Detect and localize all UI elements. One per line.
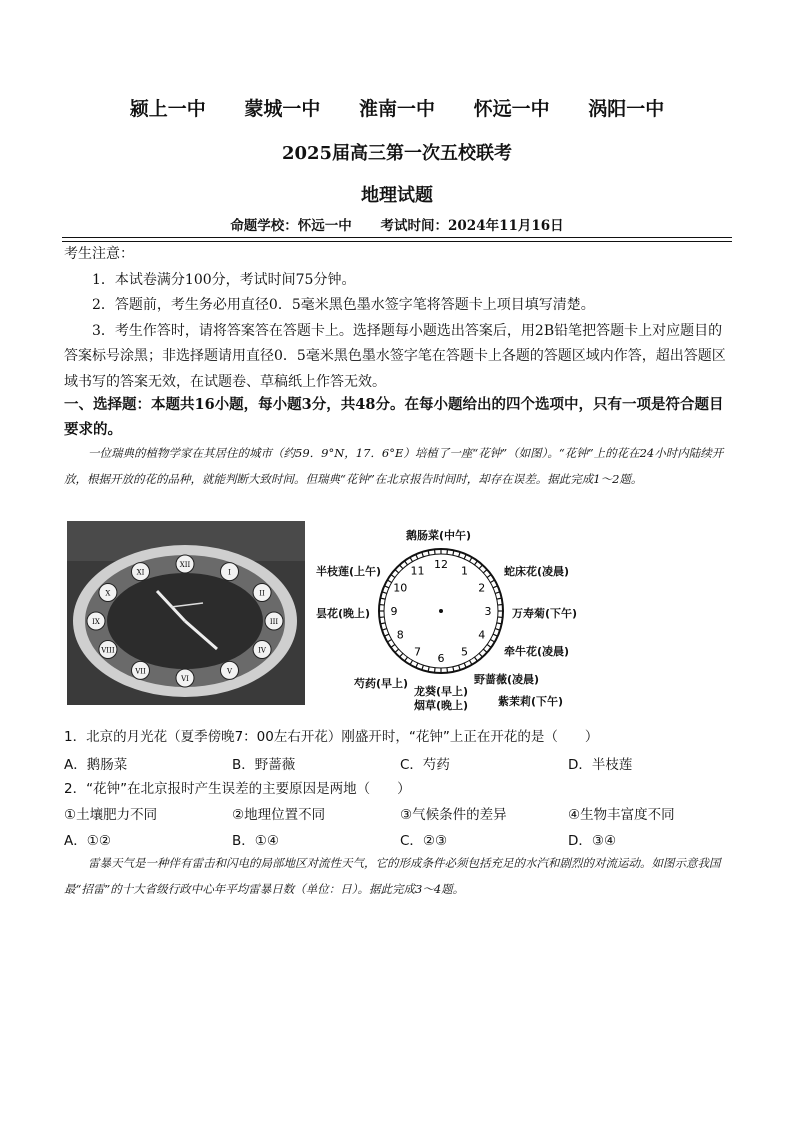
clock-tick (447, 668, 448, 673)
option-a[interactable]: A．鹅肠菜 (64, 757, 128, 773)
photo-numeral: XII (179, 561, 191, 569)
flower-clock-photo (67, 521, 305, 705)
clock-tick (400, 653, 403, 657)
clock-tick (384, 586, 389, 588)
label-tobacco: 烟草(晚上) (414, 699, 469, 712)
photo-numeral: VIII (101, 646, 115, 655)
exam-meta (0, 214, 794, 234)
clock-tick (379, 605, 384, 606)
notice-heading: 考生注意： (64, 246, 134, 262)
clock-number: 1 (461, 564, 468, 578)
statement-3: ③气候条件的差异 (400, 807, 507, 823)
clock-tick (490, 640, 494, 643)
question-2-options (64, 829, 734, 849)
option-b[interactable]: B．野蔷薇 (232, 757, 296, 773)
clock-tick (405, 657, 408, 661)
school-name: 颍上一中 (129, 98, 206, 120)
question-2-stem: 2．“花钟”在北京报时产生误差的主要原因是两地（ ） (64, 781, 411, 797)
clock-number: 4 (478, 628, 486, 642)
clock-tick (475, 561, 478, 565)
clock-tick (464, 554, 466, 559)
clock-tick (382, 592, 387, 594)
photo-numeral: VI (181, 675, 189, 683)
clock-tick (395, 649, 399, 652)
clock-tick (422, 665, 424, 670)
flower-clock-photo-svg (67, 521, 305, 705)
photo-numeral: VII (135, 667, 146, 676)
clock-tick (470, 557, 473, 561)
clock-tick (382, 629, 387, 631)
option-c[interactable]: C．②③ (400, 833, 448, 849)
school-name: 涡阳一中 (588, 98, 665, 120)
photo-numeral: III (269, 618, 279, 626)
clock-tick (379, 617, 384, 618)
school-name: 怀远一中 (473, 98, 550, 120)
clock-number: 11 (410, 564, 425, 578)
exam-subject: 地理试题 (361, 185, 433, 206)
clock-tick (416, 663, 418, 668)
flower-clock-diagram (306, 521, 596, 711)
clock-number: 2 (478, 581, 486, 595)
photo-numeral: IV (258, 646, 266, 655)
question-1-stem: 1．北京的月光花（夏季傍晚7：00左右开花）刚盛开时，“花钟”上正在开花的是（ ） (64, 729, 599, 745)
setter-school: 命题学校：怀远一中 (230, 218, 352, 234)
photo-numeral: V (226, 667, 233, 676)
clock-tick (405, 561, 408, 565)
photo-numeral: II (259, 589, 265, 598)
label-peony: 芍药(早上) (354, 677, 409, 690)
clock-tick (483, 570, 487, 573)
clock-tick (459, 552, 461, 557)
header-rule (62, 237, 732, 238)
clock-tick (479, 653, 482, 657)
clock-number: 5 (461, 645, 468, 659)
clock-number: 10 (393, 581, 408, 595)
candidate-notice (64, 242, 734, 395)
clock-tick (475, 657, 478, 661)
clock-tick (410, 660, 413, 664)
label-portulaca: 半枝莲(上午) (316, 565, 382, 578)
clock-tick (391, 575, 395, 578)
question-1-options (64, 753, 734, 773)
clock-tick (487, 575, 491, 578)
photo-numeral: I (228, 568, 231, 577)
clock-number: 6 (437, 652, 445, 665)
label-nightshade: 龙葵(早上) (414, 685, 469, 698)
clock-number: 9 (390, 605, 398, 618)
clock-tick (495, 592, 500, 594)
notice-item: 3．考生作答时，请将答案答在答题卡上。选择题每小题选出答案后，用2B铅笔把答题卡上对应题目的答案标号涂黑；非选择题请用直径0．5毫米黑色墨水签字笔在答题卡上各题的答题区域内作答，超出答题区域书写的答案无效，在试题卷、草稿纸上作答无效。 (64, 322, 726, 390)
question-2-items (64, 803, 734, 823)
clock-tick (435, 668, 436, 673)
label-wild-rose: 野蔷薇(凌晨) (474, 673, 540, 686)
clock-tick (495, 629, 500, 631)
notice-item: 1．本试卷满分100分，考试时间75分钟。 (92, 271, 356, 288)
option-a[interactable]: A．①② (64, 833, 111, 849)
clock-tick (400, 565, 403, 569)
notice-item: 2．答题前，考生务必用直径0．5毫米黑色墨水签字笔将答题卡上项目填写清楚。 (92, 297, 595, 313)
section-heading: 一、选择题：本题共16小题，每小题3分，共48分。在每小题给出的四个选项中，只有一项是符合题目要求的。 (64, 396, 724, 438)
clock-tick (416, 554, 418, 559)
option-b[interactable]: B．①④ (232, 833, 279, 849)
clock-tick (459, 665, 461, 670)
option-d[interactable]: D．③④ (568, 833, 617, 849)
label-morning-glory: 牵牛花(凌晨) (504, 645, 570, 658)
clock-tick (498, 605, 503, 606)
clock-tick (384, 634, 389, 636)
clock-tick (479, 565, 482, 569)
school-name: 蒙城一中 (244, 98, 321, 120)
clock-tick (395, 570, 399, 573)
photo-numeral: XI (136, 568, 145, 577)
school-name: 淮南一中 (358, 98, 435, 120)
label-epiphyllum: 昙花(晚上) (316, 607, 371, 620)
passage-flower-clock: 一位瑞典的植物学家在其居住的城市（约59．9°N，17．6°E）培植了一座“花钟”（如图）。“花钟”上的花在24小时内陆续开放，根据开放的花的品种，就能判断大致时间。但瑞典“花钟”在北京报告时间时，却存在误差。据此完成1～2题。 (64, 446, 724, 486)
exam-title: 2025届高三第一次五校联考 (281, 143, 513, 164)
statement-4: ④生物丰富度不同 (568, 807, 675, 823)
statement-2: ②地理位置不同 (232, 807, 326, 823)
clock-tick (470, 660, 473, 664)
clock-number: 3 (484, 605, 492, 618)
passage-thunderstorm: 雷暴天气是一种伴有雷击和闪电的局部地区对流性天气，它的形成条件必须包括充足的水汽和剧烈的对流运动。如图示意我国最“招雷”的十大省级行政中心年平均雷暴日数（单位：日）。据此完成3～4题。 (64, 856, 721, 896)
clock-tick (410, 557, 413, 561)
label-marigold: 万寿菊(下午) (512, 607, 578, 620)
clock-tick (422, 552, 424, 557)
photo-numeral: IX (92, 618, 100, 626)
clock-tick (464, 663, 466, 668)
label-four-oclock: 紫茉莉(下午) (498, 695, 564, 708)
clock-tick (391, 645, 395, 648)
clock-tick (387, 640, 391, 643)
exam-time: 考试时间：2024年11月16日 (380, 218, 564, 234)
statement-1: ①土壤肥力不同 (64, 807, 158, 823)
option-d[interactable]: D．半枝莲 (568, 757, 633, 773)
clock-tick (493, 586, 498, 588)
clock-tick (487, 645, 491, 648)
school-list (0, 94, 794, 121)
photo-numeral: X (105, 589, 111, 598)
clock-tick (435, 549, 436, 554)
clock-number: 8 (396, 628, 404, 642)
clock-tick (490, 580, 494, 583)
clock-tick (498, 617, 503, 618)
label-chickweed: 鹅肠菜(中午) (406, 529, 472, 542)
clock-number: 7 (414, 645, 421, 659)
clock-tick (387, 580, 391, 583)
clock-number: 12 (434, 558, 448, 571)
clock-tick (447, 549, 448, 554)
clock-tick (483, 649, 487, 652)
option-c[interactable]: C．芍药 (400, 757, 450, 773)
clock-tick (493, 634, 498, 636)
label-cnidium: 蛇床花(凌晨) (504, 565, 570, 578)
